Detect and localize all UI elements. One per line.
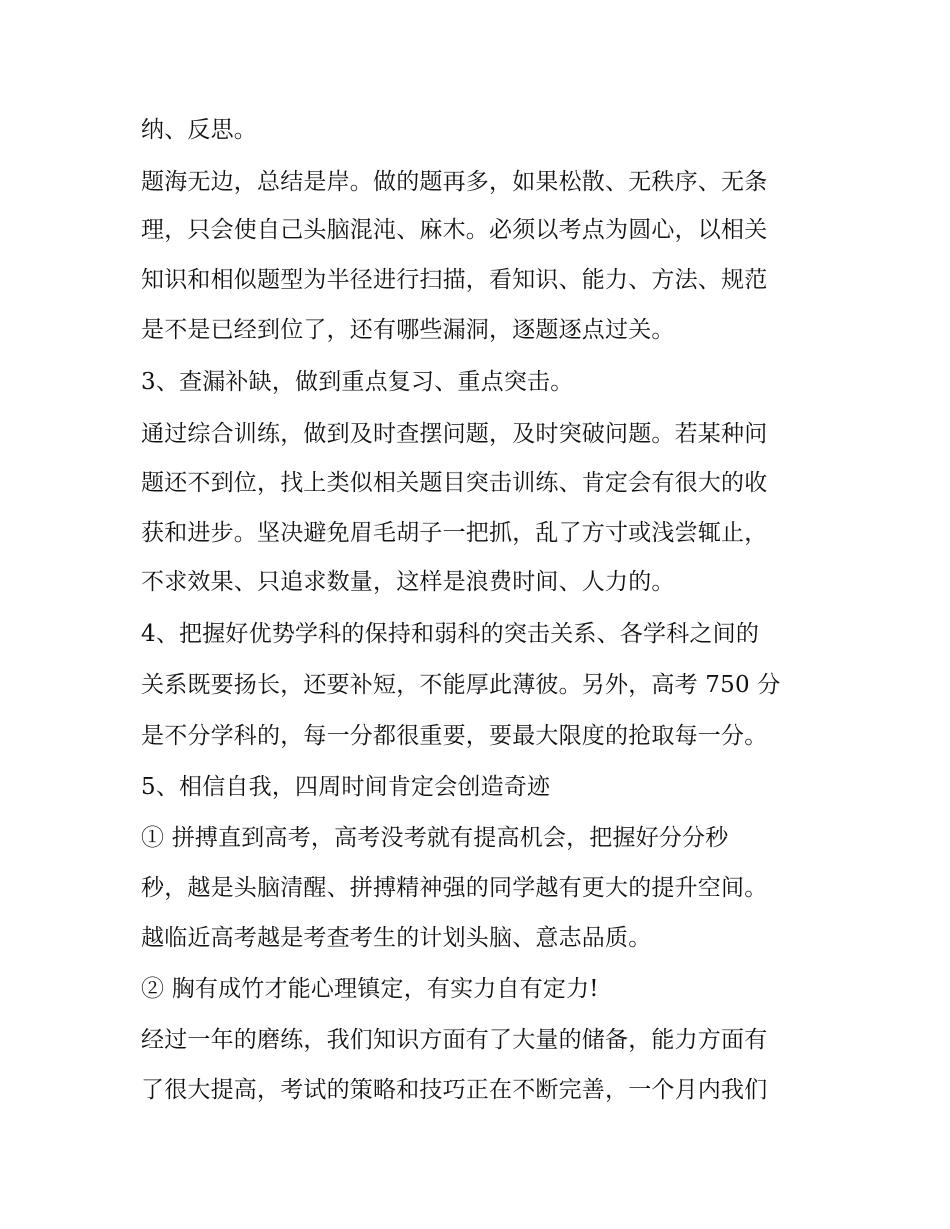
text-line: 题海无边，总结是岸。做的题再多，如果松散、无秩序、无条	[141, 169, 768, 195]
text-line: 是不是已经到位了，还有哪些漏洞，逐题逐点过关。	[141, 317, 675, 343]
text-line: 了很大提高，考试的策略和技巧正在不断完善，一个月内我们	[141, 1077, 768, 1103]
text-line: 越临近高考越是考查考生的计划头脑、意志品质。	[141, 925, 652, 951]
section-heading: 5、相信自我，四周时间肯定会创造奇迹	[141, 774, 551, 800]
text-line: 不求效果、只追求数量，这样是浪费时间、人力的。	[141, 569, 675, 595]
list-item: ② 胸有成竹才能心理镇定，有实力自有定力!	[141, 976, 599, 1002]
text-line: 纳、反思。	[141, 117, 257, 143]
text-line: 关系既要扬长，还要补短，不能厚此薄彼。另外，高考 750 分	[141, 672, 781, 698]
list-item: ① 拼搏直到高考，高考没考就有提高机会，把握好分分秒	[141, 825, 729, 851]
text-line: 获和进步。坚决避免眉毛胡子一把抓，乱了方寸或浅尝辄止，	[141, 520, 768, 546]
text-line: 题还不到位，找上类似相关题目突击训练、肯定会有很大的收	[141, 470, 768, 496]
text-line: 经过一年的磨练，我们知识方面有了大量的储备，能力方面有	[141, 1027, 768, 1053]
text-line: 秒，越是头脑清醒、拼搏精神强的同学越有更大的提升空间。	[141, 875, 768, 901]
section-heading: 4、把握好优势学科的保持和弱科的突击关系、各学科之间的	[141, 621, 760, 647]
section-heading: 3、查漏补缺，做到重点复习、重点突击。	[141, 369, 574, 395]
text-line: 理，只会使自己头脑混沌、麻木。必须以考点为圆心，以相关	[141, 217, 768, 243]
text-line: 通过综合训练，做到及时查摆问题，及时突破问题。若某种问	[141, 421, 768, 447]
text-line: 是不分学科的，每一分都很重要，要最大限度的抢取每一分。	[141, 723, 768, 749]
text-line: 知识和相似题型为半径进行扫描，看知识、能力、方法、规范	[141, 267, 768, 293]
